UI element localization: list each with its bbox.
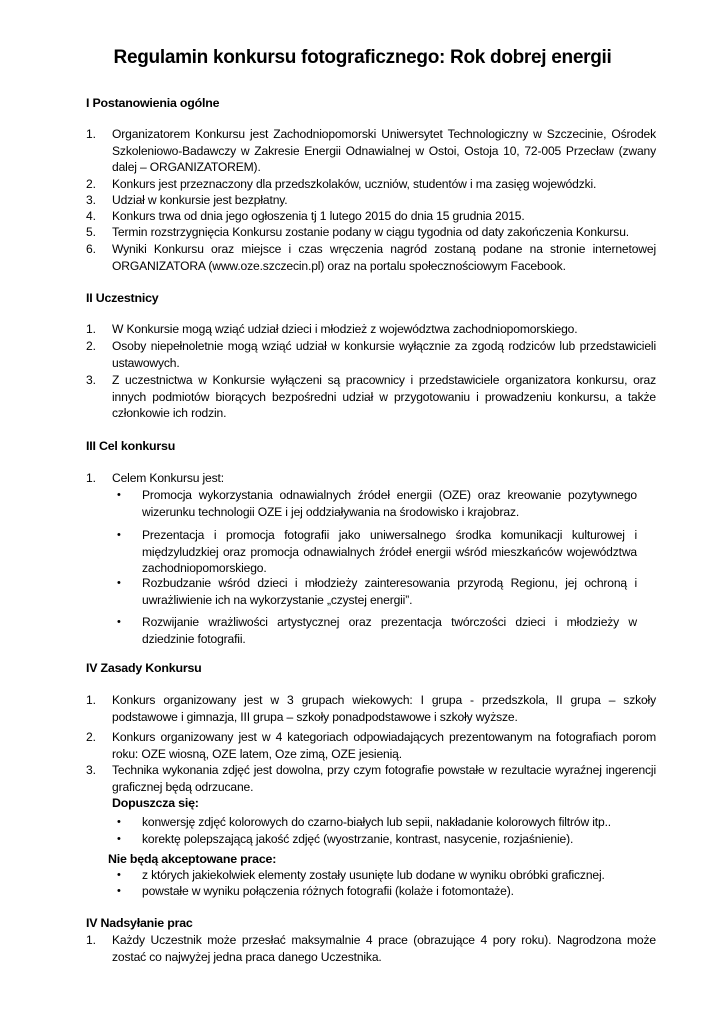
list-item — [86, 372, 656, 422]
item-text: Organizatorem Konkursu jest Zachodniopomorski Uniwersytet Technologiczny w Szczecinie, Ośrodek Szkoleniowo-Badawczy w Zakresie Energii Odnawialnej w Ostoi, Ostoja 10, 72-005 Przecław (zwany dalej – ORGANIZATOREM). — [112, 127, 656, 174]
item-number: 3. — [86, 193, 96, 207]
bullet-icon: • — [117, 833, 121, 845]
item-number: 2. — [86, 730, 96, 744]
item-number: 2. — [86, 339, 96, 353]
item-text: Konkurs jest przeznaczony dla przedszkolaków, uczniów, studentów i ma zasięg wojewódzki. — [112, 177, 597, 191]
rejected-heading: Nie będą akceptowane prace: — [108, 852, 277, 866]
item-text: Wyniki Konkursu oraz miejsce i czas wręczenia nagród zostaną podane na stronie internetowej ORGANIZATORA (www.oze.szczecin.pl) oraz na portalu społecznościowym Facebook. — [112, 242, 656, 273]
item-text: Udział w konkursie jest bezpłatny. — [112, 193, 288, 207]
bullet-icon: • — [117, 885, 121, 897]
list-item — [86, 932, 656, 965]
bullet-text: powstałe w wyniku połączenia różnych fotografii (kolaże i fotomontaże). — [142, 884, 514, 898]
item-text: Każdy Uczestnik może przesłać maksymalnie 4 prace (obrazujące 4 pory roku). Nagrodzona może zostać co najwyżej jedna praca danego Uczestnika. — [112, 933, 656, 964]
bullet-item — [117, 575, 637, 608]
bullet-text: Prezentacja i promocja fotografii jako uniwersalnego środka komunikacji kulturowej i międzyludzkiej oraz promocja odnawialnych źródeł energii wśród mieszkańców województwa zachodniopomorskiego. — [142, 528, 637, 575]
list-item — [86, 192, 656, 209]
bullet-text: konwersję zdjęć kolorowych do czarno-białych lub sepii, nakładanie kolorowych filtrów itp.. — [142, 815, 611, 829]
bullet-icon: • — [117, 577, 121, 589]
section-heading-submissions: IV Nadsyłanie prac — [86, 916, 193, 930]
item-number: 6. — [86, 242, 96, 256]
item-number: 5. — [86, 225, 96, 239]
bullet-text: z których jakiekolwiek elementy zostały usunięte lub dodane w wyniku obróbki graficznej. — [142, 868, 605, 882]
item-number: 2. — [86, 177, 96, 191]
bullet-icon: • — [117, 529, 121, 541]
bullet-text: Rozwijanie wrażliwości artystycznej oraz prezentacja twórczości dzieci i młodzieży w dziedzinie fotografii. — [142, 615, 637, 646]
item-text: Termin rozstrzygnięcia Konkursu zostanie podany w ciągu tygodnia od daty zakończenia Konkursu. — [112, 225, 629, 239]
bullet-text: korektę polepszającą jakość zdjęć (wyostrzanie, kontrast, nasycenie, rozjaśnienie). — [142, 832, 574, 846]
item-text: Konkurs organizowany jest w 3 grupach wiekowych: I grupa - przedszkola, II grupa – szkoły podstawowe i gimnazja, III grupa – szkoły ponadpodstawowe i szkoły wyższe. — [112, 693, 656, 724]
item-text: Technika wykonania zdjęć jest dowolna, przy czym fotografie powstałe w rezultacie wyraźnej ingerencji graficznej będą odrzucane. — [112, 763, 656, 794]
section-heading-general-provisions: I Postanowienia ogólne — [86, 96, 220, 110]
bullet-icon: • — [117, 869, 121, 881]
bullet-icon: • — [117, 616, 121, 628]
bullet-item — [117, 883, 637, 900]
list-item — [86, 338, 656, 371]
bullet-item — [117, 487, 637, 520]
item-text: Konkurs organizowany jest w 4 kategoriach odpowiadających prezentowanym na fotografiach porom roku: OZE wiosną, OZE latem, Oze zimą, OZE jesienią. — [112, 730, 656, 761]
list-item — [86, 470, 656, 487]
list-item — [86, 729, 656, 762]
list-item — [86, 208, 656, 225]
bullet-item — [117, 814, 637, 831]
item-number: 1. — [86, 127, 96, 141]
list-item — [86, 126, 656, 176]
item-number: 1. — [86, 693, 96, 707]
list-item — [86, 692, 656, 725]
list-item — [86, 321, 656, 338]
item-number: 1. — [86, 322, 96, 336]
allowed-heading: Dopuszcza się: — [112, 796, 199, 810]
item-text: Z uczestnictwa w Konkursie wyłączeni są pracownicy i przedstawiciele organizatora konkursu, oraz innych podmiotów biorących bezpośredni udział w przygotowaniu i prowadzeniu konkursu, a także członkowie ich rodzin. — [112, 373, 656, 420]
item-text: Celem Konkursu jest: — [112, 471, 224, 485]
bullet-item — [117, 614, 637, 647]
bullet-item — [117, 867, 637, 884]
section-heading-contest-rules: IV Zasady Konkursu — [86, 661, 202, 675]
bullet-item — [117, 527, 637, 577]
bullet-icon: • — [117, 816, 121, 828]
item-number: 4. — [86, 209, 96, 223]
item-text: Osoby niepełnoletnie mogą wziąć udział w konkursie wyłącznie za zgodą rodziców lub przedstawicieli ustawowych. — [112, 339, 656, 370]
item-number: 3. — [86, 373, 96, 387]
item-number: 3. — [86, 763, 96, 777]
list-item — [86, 224, 656, 241]
list-item — [86, 176, 656, 193]
list-item — [86, 241, 656, 274]
item-number: 1. — [86, 933, 96, 947]
bullet-text: Rozbudzanie wśród dzieci i młodzieży zainteresowania przyrodą Regionu, jej ochroną i uwrażliwienie ich na wykorzystanie „czystej energii”. — [142, 576, 637, 607]
item-number: 1. — [86, 471, 96, 485]
bullet-item — [117, 831, 637, 848]
item-text: Konkurs trwa od dnia jego ogłoszenia tj 1 lutego 2015 do dnia 15 grudnia 2015. — [112, 209, 525, 223]
bullet-text: Promocja wykorzystania odnawialnych źródeł energii (OZE) oraz kreowanie pozytywnego wizerunku technologii OZE i jej oddziaływania na środowisko i krajobraz. — [142, 488, 637, 519]
item-text: W Konkursie mogą wziąć udział dzieci i młodzież z województwa zachodniopomorskiego. — [112, 322, 578, 336]
document-title: Regulamin konkursu fotograficznego: Rok dobrej energii — [113, 47, 612, 68]
section-heading-contest-goal: III Cel konkursu — [86, 439, 176, 453]
list-item — [86, 762, 656, 795]
bullet-icon: • — [117, 489, 121, 501]
section-heading-participants: II Uczestnicy — [86, 291, 159, 305]
